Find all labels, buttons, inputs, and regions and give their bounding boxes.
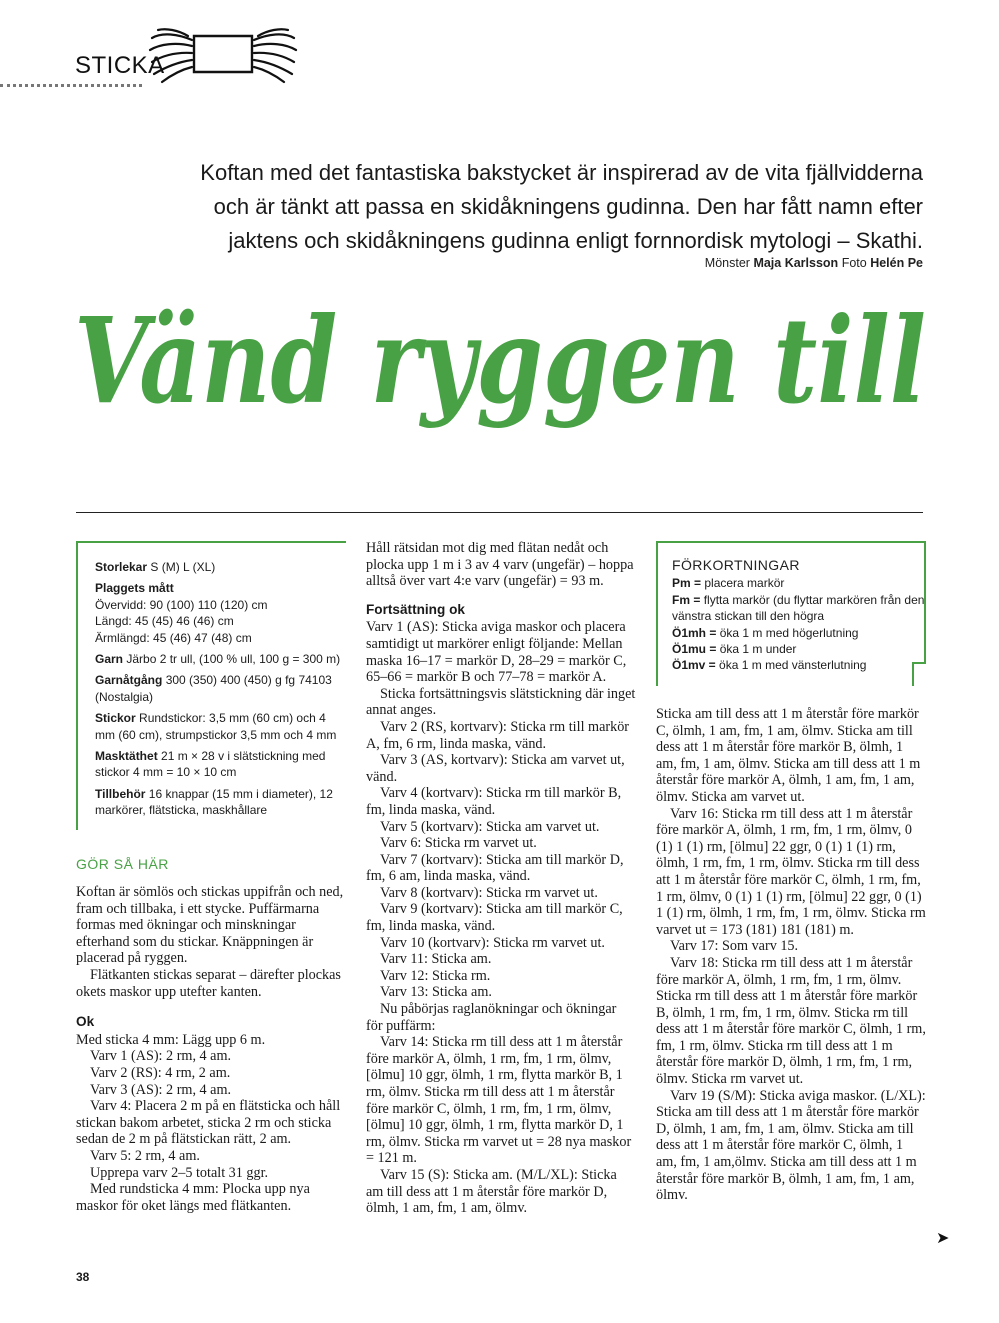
paragraph: Håll rätsidan mot dig med flätan nedåt och plocka upp 1 m i 3 av 4 varv (ungefär) – hoppa alltså över vart 4:e varv (ungefär) = 93 m. (366, 540, 634, 590)
paragraph: Flätkanten stickas separat – därefter plockas okets maskor upp utefter kanten. (76, 966, 341, 1000)
abbreviation-key: Fm = (672, 592, 701, 607)
info-value: Järbo 2 tr ull, (100 % ull, 100 g = 300 m) (126, 652, 341, 667)
info-value: Rundstickor: 3,5 mm (60 cm) och 4 mm (60 cm), strumpstickor 3,5 mm och 4 mm (95, 711, 337, 742)
dotted-rule (0, 84, 142, 87)
info-value: S (M) L (XL) (150, 560, 216, 574)
info-value: 16 knappar (15 mm i diameter), 12 markörer, flätsticka, maskhållare (95, 786, 333, 818)
abbreviation-item (672, 575, 926, 591)
abbreviation-key: Pm = (672, 576, 702, 591)
subheading: Ok (76, 1014, 95, 1030)
info-label: Garn (95, 652, 124, 667)
intro-text (163, 156, 923, 258)
divider (76, 512, 923, 513)
pattern-line: Varv 15 (S): Sticka am. (M/L/XL): Sticka am till dess att 1 m återstår före markör D, ölmh, 1 am, fm, 1 am, ölmv. (366, 1166, 617, 1217)
pattern-line: Varv 3 (AS, kortvarv): Sticka am varvet ut, vänd. (366, 752, 625, 785)
credit-pattern-label: Mönster (704, 256, 750, 270)
pattern-line: Med rundsticka 4 mm: Plocka upp nya maskor för oket längs med flätkanten. (76, 1181, 310, 1214)
info-value: 300 (350) 400 (450) g fg 74103 (Nostalgia) (95, 673, 332, 704)
pattern-line: Varv 4 (kortvarv): Sticka rm till markör B, fm, linda maska, vänd. (366, 785, 622, 818)
pattern-line: Varv 9 (kortvarv): Sticka am till markör C, fm, linda maska, vänd. (366, 901, 623, 935)
column-1 (76, 884, 346, 1214)
intro-line: Koftan med det fantastiska bakstycket är inspirerad av de vita fjällvidderna (200, 160, 923, 185)
pattern-line: Nu påbörjas raglanökningar och ökningar för puffärm: (366, 1001, 617, 1034)
pattern-line: Sticka fortsättningsvis slätstickning där inget annat anges. (366, 685, 636, 719)
pattern-line: Varv 1 (AS): Sticka aviga maskor och placera samtidigt ut markörer enligt följande: Mellan maska 16–17 = markör D, 28–29 = markör C, 65–66 = markör B och 77–78 = markör A. (366, 619, 627, 686)
info-value: 21 m × 28 v i slätstickning med stickor 4 mm = 10 × 10 cm (95, 749, 326, 780)
pattern-line: Varv 2 (RS, kortvarv): Sticka rm till markör A, fm, 6 rm, linda maska, vänd. (366, 718, 630, 752)
intro-line: och är tänkt att passa en skidåkningens gudinna. Den har fått namn efter (213, 194, 923, 219)
pattern-line: Varv 6: Sticka rm varvet ut. (380, 835, 537, 852)
pattern-line: Varv 1 (AS): 2 rm, 4 am. (90, 1048, 232, 1065)
pattern-line: Varv 19 (S/M): Sticka aviga maskor. (L/XL): Sticka am till dess att 1 m återstår före markör D, ölmh, 1 am, fm, 1 am, ölmv. Sticka am till dess att 1 m återstår före markör C, ölmh, 1 am, fm, 1 am,ölmv. Sticka am till dess att 1 m återstår före markör B, ölmh, 1 am, fm, 1 am, ölmv. (656, 1087, 926, 1204)
abbreviation-item (672, 625, 926, 641)
info-value: Övervidd: 90 (100) 110 (120) cm (95, 597, 268, 612)
pattern-line: Varv 3 (AS): 2 rm, 4 am. (90, 1081, 232, 1098)
abbreviation-key: Ö1mu = (672, 642, 717, 657)
pattern-line: Varv 4: Placera 2 m på en flätsticka och håll stickan bakom arbetet, sticka 2 rm och sticka sedan de 2 m på flätstickan rätt, 2 am. (76, 1098, 341, 1148)
abbreviation-item (672, 592, 926, 625)
pattern-line: Varv 16: Sticka rm till dess att 1 m återstår före markör A, ölmh, 1 rm, fm, 1 rm, ölmv, 0 (1) 1 (1) rm, [ölmu] 22 ggr, 0 (1) 1 (1) rm, ölmh, 1 rm, fm, 1 rm, ölmv. Sticka rm till dess att 1 m återstår före markör C, ölmh, 1 rm, fm, 1 rm, ölmv, 0 (1) 1 (1) rm, [ölmu] 22 ggr, 0 (1) 1 (1) rm, ölmh, 1 rm, fm, 1 rm, ölmv. Sticka rm varvet ut = 173 (181) 181 (181) m. (656, 805, 926, 938)
abbreviation-text: öka 1 m med högerlutning (719, 625, 859, 640)
info-label: Tillbehör (95, 786, 146, 801)
info-box (76, 541, 346, 830)
pattern-line: Med sticka 4 mm: Lägg upp 6 m. (76, 1031, 266, 1048)
pattern-line: Varv 18: Sticka rm till dess att 1 m återstår före markör A, ölmh, 1 rm, fm, 1 rm, ölmv. Sticka rm till dess att 1 m återstår före markör B, ölmh, 1 rm, fm, 1 rm, ölmv. Sticka rm till dess att 1 m återstår före markör C, ölmh, 1 rm, fm, 1 rm, ölmv. Sticka rm till dess att 1 m återstår före markör D, ölmh, 1 rm, fm, 1 rm, ölmv. Sticka rm varvet ut. (656, 954, 926, 1088)
paragraph: Koftan är sömlös och stickas uppifrån och ned, fram och tillbaka, i ett stycke. Puffärmarna formas med ökningar och minskningar efterhand som du stickar. Knäppningen är placerad på ryggen. (76, 884, 344, 967)
yarn-skein-icon (148, 26, 298, 86)
page-number: 38 (76, 1270, 90, 1284)
pattern-line: Varv 7 (kortvarv): Sticka am till markör D, fm, 6 am, linda maska, vänd. (366, 851, 624, 885)
info-value: Ärmlängd: 45 (46) 47 (48) cm (95, 630, 252, 645)
pattern-line: Varv 14: Sticka rm till dess att 1 m återstår före markör A, ölmh, 1 rm, fm, 1 rm, ölmv, [ölmu] 10 ggr, ölmh, 1 rm, flytta markör B, 1 rm, ölmv. Sticka rm till dess att 1 m återstår före markör C, ölmh, 1 rm, fm, 1 rm, ölmv, [ölmu] 10 ggr, ölmh, 1 rm, flytta markör D, 1 rm, ölmv. Sticka rm varvet ut = 28 nya maskor = 121 m. (366, 1034, 632, 1167)
abbreviation-key: Ö1mh = (672, 625, 717, 640)
abbreviation-item (672, 657, 926, 673)
pattern-line: Upprepa varv 2–5 totalt 31 ggr. (90, 1164, 269, 1181)
pattern-line: Sticka am till dess att 1 m återstår före markör C, ölmh, 1 am, fm, 1 am, ölmv. Sticka am till dess att 1 m återstår före markör B, ölmh, 1 am, fm, 1 am, ölmv. Sticka am till dess att 1 m återstår före markör A, ölmh, 1 am, fm, 1 am, ölmv. Sticka am varvet ut. (656, 706, 921, 805)
info-label: Plaggets mått (95, 581, 174, 596)
abbreviations-box (656, 541, 926, 686)
continue-arrow-icon: ➤ (936, 1230, 950, 1247)
pattern-line: Varv 11: Sticka am. (380, 951, 492, 968)
section-label: STICKA (75, 52, 165, 79)
credit-pattern-name: Maja Karlsson (753, 256, 839, 270)
page-title-text: Vänd ryggen till (74, 291, 926, 430)
pattern-line: Varv 13: Sticka am. (380, 984, 492, 1001)
abbreviation-text: öka 1 m under (719, 642, 797, 657)
credit-photo-label: Foto (841, 256, 867, 270)
abbreviation-text: öka 1 m med vänsterlutning (719, 658, 867, 673)
info-value: Längd: 45 (45) 46 (46) cm (95, 614, 234, 629)
pattern-line: Varv 5 (kortvarv): Sticka am varvet ut. (380, 818, 600, 835)
intro-line: jaktens och skidåkningens gudinna enligt fornnordisk mytologi – Skathi. (228, 228, 923, 253)
pattern-line: Varv 17: Som varv 15. (670, 938, 799, 955)
info-label: Garnåtgång (95, 673, 163, 688)
page-title (60, 290, 940, 460)
abbreviation-key: Ö1mv = (672, 658, 716, 673)
abbreviations-heading: FÖRKORTNINGAR (672, 557, 800, 573)
column-3 (656, 706, 926, 1204)
abbreviation-item (672, 641, 926, 657)
pattern-line: Varv 10 (kortvarv): Sticka rm varvet ut. (380, 934, 605, 951)
info-label: Masktäthet (95, 749, 158, 764)
pattern-line: Varv 5: 2 rm, 4 am. (90, 1147, 200, 1164)
column-2 (366, 540, 636, 1217)
abbreviation-text: flytta markör (du flyttar markören från den vänstra stickan till den högra (672, 592, 925, 624)
credits (705, 256, 923, 270)
section-heading: GÖR SÅ HÄR (76, 856, 169, 872)
pattern-line: Varv 12: Sticka rm. (380, 967, 491, 984)
info-label: Storlekar (95, 560, 148, 574)
subheading: Fortsättning ok (366, 601, 465, 617)
pattern-line: Varv 8 (kortvarv): Sticka rm varvet ut. (380, 884, 598, 901)
pattern-line: Varv 2 (RS): 4 rm, 2 am. (90, 1064, 231, 1081)
info-label: Stickor (95, 711, 136, 726)
credit-photo-name: Helén Pe (870, 256, 923, 270)
abbreviation-text: placera markör (704, 576, 785, 591)
